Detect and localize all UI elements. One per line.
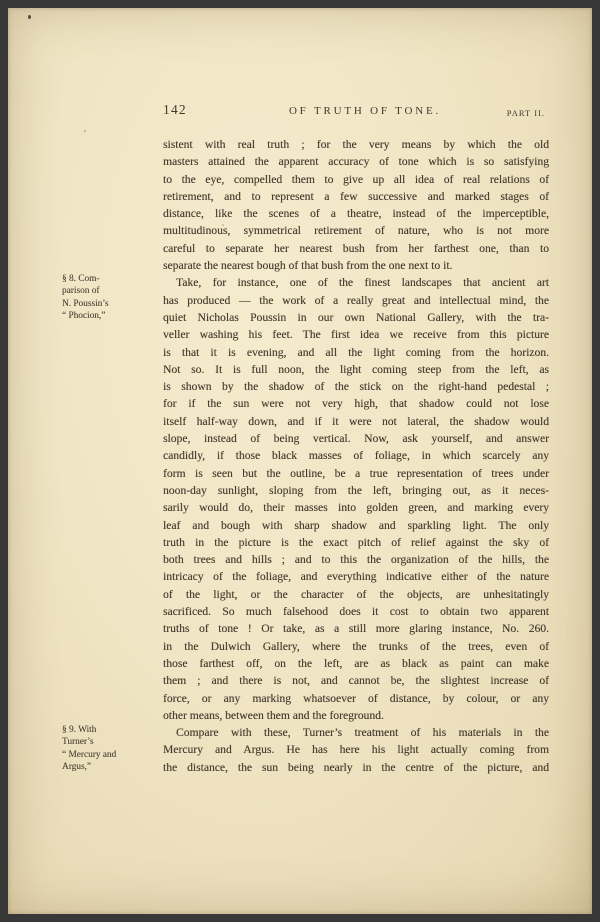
- body-line: in the Dulwich Gallery, where the trunks of the trees, even of: [163, 639, 549, 653]
- body-line: Take, for instance, one of the finest landscapes that ancient art: [176, 276, 549, 290]
- body-line: sistent with real truth ; for the very means by which the old: [163, 138, 549, 151]
- body-line: noon-day sunlight, sloping from the left, bringing out, as it neces-: [163, 483, 549, 497]
- body-text-column: [163, 136, 549, 776]
- running-head: OF TRUTH OF TONE.: [288, 105, 442, 117]
- body-line: separate the nearest bough of that bush from the one next to it.: [163, 259, 453, 273]
- body-line: sacrificed. So much falsehood does it cost to obtain two apparent: [163, 605, 549, 619]
- margin-note-line: Argus,”: [62, 762, 92, 773]
- margin-note-line: “ Mercury and: [62, 749, 117, 760]
- body-line: force, or any marking whatsoever of distance, by colour, or any: [163, 691, 549, 705]
- body-line: form is seen but the outline, be a true representation of trees under: [163, 466, 549, 480]
- body-line: candidly, if those black masses of foliage, in which scarcely any: [163, 449, 549, 463]
- margin-note-line: N. Poussin’s: [62, 298, 109, 309]
- margin-note-section-8: [62, 273, 162, 323]
- body-line: them ; and there is not, and cannot be, the slightest increase of: [163, 674, 549, 688]
- body-line: for if the sun were not very high, that shadow could not lose: [163, 397, 549, 411]
- body-line: itself half-way down, and if it were not lateral, the shadow would: [163, 414, 549, 428]
- margin-note-section-9: [62, 724, 162, 774]
- margin-note-line: parison of: [62, 286, 100, 297]
- body-line: is that it is evening, and all the light coming from the horizon.: [163, 345, 549, 359]
- body-line: multitudinous, symmetrical retirement of nature, who is not more: [163, 224, 549, 238]
- body-line: veller washing his feet. The first idea we receive from this picture: [163, 328, 549, 342]
- page-number: 142: [163, 102, 187, 117]
- margin-note-line: Turner’s: [62, 737, 94, 748]
- body-line: careful to separate her nearest bush from her farthest one, than to: [163, 241, 549, 255]
- body-line: of the light, or the character of the objects, are unhesitatingly: [163, 587, 549, 601]
- body-line: slope, instead of being vertical. Now, ask yourself, and answer: [163, 432, 549, 446]
- body-line: retirement, and to represent a few successive and marked stages of: [163, 189, 549, 203]
- body-line: both trees and hills ; and to this the organization of the hills, the: [163, 553, 549, 567]
- body-line: intricacy of the foliage, and everything indicative either of the nature: [163, 570, 549, 584]
- body-line: quiet Nicholas Poussin in our own National Gallery, with the tra-: [163, 310, 549, 324]
- body-line: Compare with these, Turner’s treatment of his materials in the: [176, 726, 549, 740]
- body-line: other means, between them and the foreground.: [163, 708, 384, 722]
- body-line: is shown by the shadow of the stick on the right-hand pedestal ;: [163, 380, 549, 394]
- body-line: sarily would do, their masses into golden green, and marking every: [163, 501, 549, 515]
- book-page: [8, 8, 592, 914]
- body-line: truth in the picture is the exact pitch of relief against the sky of: [163, 535, 549, 549]
- body-line: Mercury and Argus. He has here his light actually coming from: [163, 743, 549, 757]
- margin-note-line: “ Phocion,”: [62, 311, 106, 322]
- body-line: masters attained the apparent accuracy of tone which is so satisfying: [163, 155, 549, 169]
- part-label: PART II.: [506, 108, 545, 118]
- body-line: to the eye, compelled them to give up all idea of real relations of: [163, 172, 549, 186]
- body-line: truths of tone ! Or take, as a still more glaring instance, No. 260.: [163, 622, 549, 636]
- body-line: Not so. It is full noon, the light coming steep from the left, as: [163, 362, 549, 376]
- margin-note-line: § 8. Com-: [62, 274, 100, 284]
- body-line: leaf and bough with sharp shadow and sparkling light. The only: [163, 518, 549, 532]
- margin-note-line: § 9. With: [62, 725, 97, 735]
- body-line: the distance, the sun being nearly in the centre of the picture, and: [163, 760, 549, 774]
- body-line: has produced — the work of a really great and intellectual mind, the: [163, 293, 549, 307]
- scan-speck: [28, 15, 31, 19]
- scan-speck: [84, 130, 86, 132]
- body-line: distance, like the scenes of a theatre, instead of the imperceptible,: [163, 207, 549, 221]
- body-line: those farthest off, on the left, are as black as paint can make: [163, 656, 549, 670]
